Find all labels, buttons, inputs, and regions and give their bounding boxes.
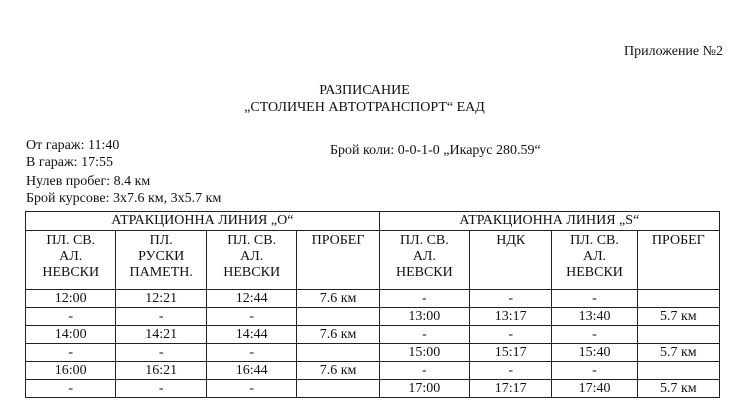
table-cell bbox=[637, 362, 719, 380]
company-name: „СТОЛИЧЕН АВТОТРАНСПОРТ“ ЕАД bbox=[244, 100, 485, 115]
line-o-header: АТРАКЦИОННА ЛИНИЯ „О“ bbox=[26, 212, 380, 231]
table-cell: - bbox=[470, 290, 552, 308]
table-cell: 7.6 км bbox=[297, 362, 379, 380]
table-cell: - bbox=[116, 380, 206, 398]
table-row bbox=[26, 326, 720, 344]
column-header-line: НЕВСКИ bbox=[42, 265, 100, 280]
to-garage-text: В гараж: 17:55 bbox=[26, 155, 113, 170]
column-header-line: АЛ. bbox=[412, 249, 436, 264]
column-header bbox=[26, 231, 116, 290]
table-cell: 14:00 bbox=[26, 326, 116, 344]
column-header bbox=[637, 231, 719, 290]
from-garage-text: От гараж: 11:40 bbox=[26, 138, 120, 153]
table-cell: - bbox=[552, 326, 637, 344]
table-cell: 15:17 bbox=[470, 344, 552, 362]
table-cell bbox=[637, 326, 719, 344]
table-cell: 16:44 bbox=[206, 362, 296, 380]
table-cell: 5.7 км bbox=[637, 344, 719, 362]
table-cell: 5.7 км bbox=[637, 308, 719, 326]
column-header bbox=[552, 231, 637, 290]
table-cell: 14:44 bbox=[206, 326, 296, 344]
column-header-line: ПЛ. СВ. bbox=[399, 233, 449, 248]
table-cell: - bbox=[379, 326, 469, 344]
table-cell: 12:00 bbox=[26, 290, 116, 308]
column-header-line: ПРОБЕГ bbox=[311, 233, 365, 248]
table-cell bbox=[297, 380, 379, 398]
table-cell bbox=[637, 290, 719, 308]
table-row bbox=[26, 362, 720, 380]
column-header-line: РУСКИ bbox=[138, 249, 185, 264]
table-cell: 5.7 км bbox=[637, 380, 719, 398]
appendix-label: Приложение №2 bbox=[624, 44, 723, 59]
column-header-line: АЛ. bbox=[582, 249, 607, 264]
column-header-line: ПЛ. СВ. bbox=[46, 233, 96, 248]
table-cell: 13:00 bbox=[379, 308, 469, 326]
table-row bbox=[26, 290, 720, 308]
column-header-line: ПЛ. bbox=[149, 233, 173, 248]
table-cell: - bbox=[470, 326, 552, 344]
table-cell: - bbox=[116, 344, 206, 362]
column-header bbox=[470, 231, 552, 290]
column-header-line: ПРОБЕГ bbox=[651, 233, 705, 248]
table-cell: - bbox=[470, 362, 552, 380]
table-cell: 13:40 bbox=[552, 308, 637, 326]
table-row bbox=[26, 308, 720, 326]
table-cell: - bbox=[379, 362, 469, 380]
cars-count-text: Брой коли: 0-0-1-0 „Икарус 280.59“ bbox=[330, 143, 541, 158]
column-header bbox=[116, 231, 206, 290]
table-cell: 15:00 bbox=[379, 344, 469, 362]
table-cell: - bbox=[206, 308, 296, 326]
table-row bbox=[26, 344, 720, 362]
column-header-line: АЛ. bbox=[59, 249, 83, 264]
table-cell: 7.6 км bbox=[297, 290, 379, 308]
table-cell: - bbox=[116, 308, 206, 326]
table-cell: 7.6 км bbox=[297, 326, 379, 344]
table-cell: - bbox=[552, 362, 637, 380]
line-s-header: АТРАКЦИОННА ЛИНИЯ „S“ bbox=[379, 212, 719, 231]
table-cell: 12:21 bbox=[116, 290, 206, 308]
table-cell: 17:40 bbox=[552, 380, 637, 398]
table-cell: 16:00 bbox=[26, 362, 116, 380]
column-header-line: НЕВСКИ bbox=[566, 265, 623, 280]
schedule-table bbox=[25, 211, 720, 398]
zero-run-text: Нулев пробег: 8.4 км bbox=[26, 174, 151, 189]
column-header bbox=[206, 231, 296, 290]
table-cell: 15:40 bbox=[552, 344, 637, 362]
table-cell: 17:00 bbox=[379, 380, 469, 398]
table-cell: - bbox=[379, 290, 469, 308]
table-cell: 16:21 bbox=[116, 362, 206, 380]
column-header-line: НЕВСКИ bbox=[395, 265, 453, 280]
table-row bbox=[26, 380, 720, 398]
courses-text: Брой курсове: 3х7.6 км, 3х5.7 км bbox=[26, 191, 222, 206]
column-header-line: АЛ. bbox=[240, 249, 264, 264]
table-cell bbox=[297, 308, 379, 326]
table-cell: - bbox=[206, 344, 296, 362]
table-cell: 12:44 bbox=[206, 290, 296, 308]
column-header-line: ПЛ. СВ. bbox=[227, 233, 277, 248]
column-header bbox=[379, 231, 469, 290]
column-header-line: ПАМЕТН. bbox=[129, 265, 193, 280]
column-header bbox=[297, 231, 379, 290]
table-cell: - bbox=[26, 344, 116, 362]
column-header-line: НЕВСКИ bbox=[223, 265, 281, 280]
table-cell: - bbox=[26, 380, 116, 398]
table-cell: 14:21 bbox=[116, 326, 206, 344]
table-cell: - bbox=[26, 308, 116, 326]
document-title: РАЗПИСАНИЕ bbox=[319, 83, 410, 98]
table-cell: - bbox=[206, 380, 296, 398]
table-cell: - bbox=[552, 290, 637, 308]
column-header-line: ПЛ. СВ. bbox=[570, 233, 619, 248]
table-cell: 17:17 bbox=[470, 380, 552, 398]
table-cell bbox=[297, 344, 379, 362]
column-header-line: НДК bbox=[496, 233, 526, 248]
table-cell: 13:17 bbox=[470, 308, 552, 326]
